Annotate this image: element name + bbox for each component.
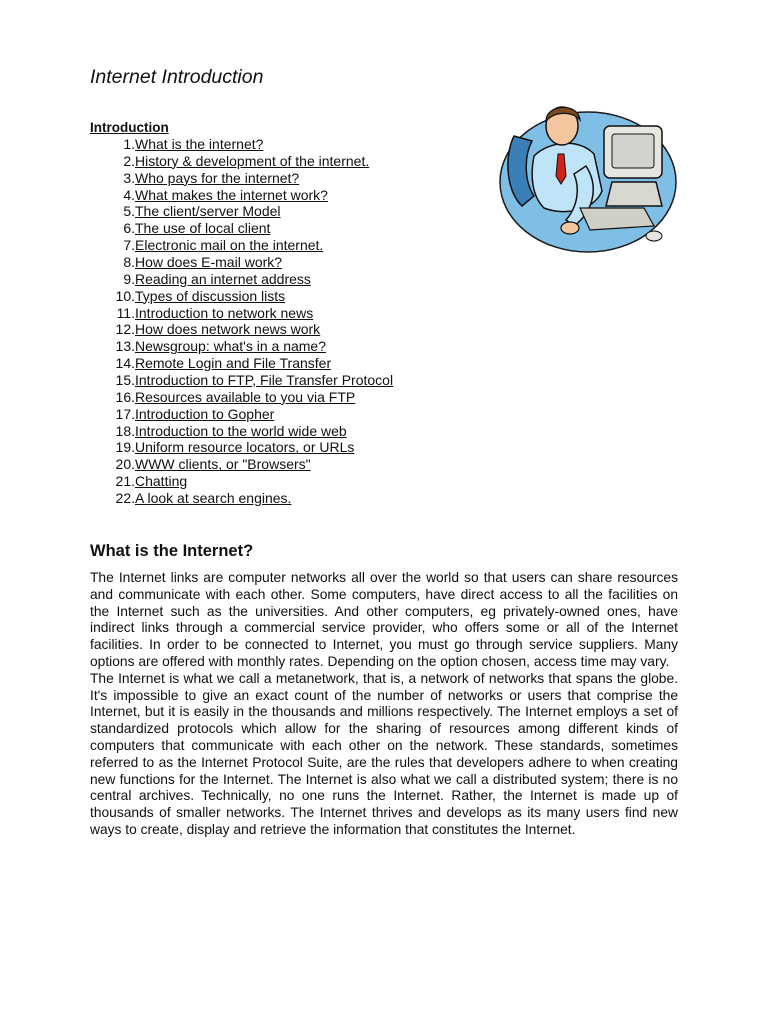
toc-link[interactable]: What makes the internet work? [135, 186, 328, 203]
toc-link[interactable]: Remote Login and File Transfer [135, 355, 332, 372]
toc-item-number: 6. [123, 220, 135, 237]
document-title: Internet Introduction [90, 66, 264, 88]
toc-item-number: 16. [115, 388, 135, 405]
toc-item-number: 20. [115, 456, 135, 473]
toc-link[interactable]: How does network news work [135, 321, 321, 338]
toc-item [90, 136, 393, 153]
toc-link[interactable]: How does E-mail work? [135, 254, 283, 271]
toc-item [90, 490, 393, 507]
toc-item [90, 355, 393, 372]
toc-item [90, 153, 393, 170]
toc-item [90, 423, 393, 440]
paragraph: The Internet links are computer networks all over the world so that users can share resources and communicate with each other. Some computers, have direct access to all the facilities on the Internet such as the universities. And other computers, eg privately-owned ones, have indirect links through a commercial service provider, who offers some or all of the Internet facilities. In order to be connected to Internet, you must go through service suppliers. Many options are offered with monthly rates. Depending on the option chosen, access time may vary. [90, 570, 678, 669]
toc-item [90, 372, 393, 389]
toc-item-number: 19. [115, 439, 135, 456]
toc-link[interactable]: Introduction to the world wide web [135, 422, 347, 439]
toc-item [90, 187, 393, 204]
toc-item [90, 389, 393, 406]
toc-link[interactable]: Electronic mail on the internet. [135, 237, 324, 254]
toc-item [90, 406, 393, 423]
toc-link[interactable]: Chatting [135, 473, 188, 490]
toc-link[interactable]: WWW clients, or "Browsers" [135, 456, 311, 473]
section-heading: What is the Internet? [90, 542, 254, 560]
toc-link[interactable]: The use of local client [135, 220, 271, 237]
toc-heading: Introduction [90, 120, 169, 135]
toc-link[interactable]: What is the internet? [135, 136, 264, 152]
section-body [90, 570, 678, 839]
toc-item [90, 456, 393, 473]
toc-link[interactable]: Who pays for the internet? [135, 169, 300, 186]
toc-item [90, 170, 393, 187]
toc-item-number: 4. [123, 186, 135, 203]
toc-link[interactable]: Introduction to network news [135, 304, 314, 321]
toc-item-number: 22. [115, 490, 135, 507]
toc-link[interactable]: Types of discussion lists [135, 287, 286, 304]
toc-link[interactable]: Uniform resource locators, or URLs [135, 439, 355, 456]
toc-item-number: 13. [115, 338, 135, 355]
paragraph: The Internet is what we call a metanetwork, that is, a network of networks that spans the globe. It's impossible to give an exact count of the number of networks or users that comprise the Internet, but it is easily in the thousands and millions respectively. The Internet employs a set of standardized protocols which allow for the sharing of resources among different kinds of computers that communicate with each other on the network. These standards, sometimes referred to as the Internet Protocol Suite, are the rules that developers adhere to when creating new functions for the Internet. The Internet is also what we call a distributed system; there is no central archives. Technically, no one runs the Internet. Rather, the Internet is made up of thousands of smaller networks. The Internet thrives and develops as its many users find new ways to create, display and retrieve the information that constitutes the Internet. [90, 670, 678, 837]
toc-item-number: 1. [123, 136, 135, 152]
toc-link[interactable]: The client/server Model [135, 203, 281, 220]
toc-item-number: 5. [123, 203, 135, 220]
toc-item-number: 3. [123, 169, 135, 186]
toc-link[interactable]: A look at search engines. [135, 490, 292, 507]
toc-item-number: 18. [115, 422, 135, 439]
toc-item-number: 15. [115, 372, 135, 389]
toc-item [90, 237, 393, 254]
toc-item [90, 473, 393, 490]
toc-link[interactable]: History & development of the internet. [135, 152, 370, 169]
toc-item-number: 12. [115, 321, 135, 338]
man-at-computer-clipart-icon [494, 96, 682, 256]
toc-item-number: 8. [123, 254, 135, 271]
toc-item-number: 21. [115, 473, 135, 490]
table-of-contents [90, 136, 393, 507]
toc-item [90, 439, 393, 456]
toc-item [90, 254, 393, 271]
toc-link[interactable]: Introduction to FTP, File Transfer Protocol [135, 372, 394, 389]
toc-item [90, 338, 393, 355]
toc-item [90, 203, 393, 220]
toc-item-number: 17. [115, 405, 135, 422]
toc-item-number: 11. [116, 304, 135, 321]
toc-link[interactable]: Resources available to you via FTP [135, 388, 356, 405]
toc-link[interactable]: Reading an internet address [135, 270, 311, 287]
toc-item-number: 10. [115, 287, 135, 304]
toc-item [90, 321, 393, 338]
toc-item [90, 220, 393, 237]
toc-item-number: 9. [123, 270, 135, 287]
toc-item-number: 14. [115, 355, 135, 372]
toc-item [90, 271, 393, 288]
toc-item-number: 7. [123, 237, 135, 254]
toc-link[interactable]: Introduction to Gopher [135, 405, 275, 422]
toc-item-number: 2. [123, 152, 135, 169]
toc-item [90, 288, 393, 305]
toc-link[interactable]: Newsgroup: what's in a name? [135, 338, 326, 355]
toc-item [90, 305, 393, 322]
